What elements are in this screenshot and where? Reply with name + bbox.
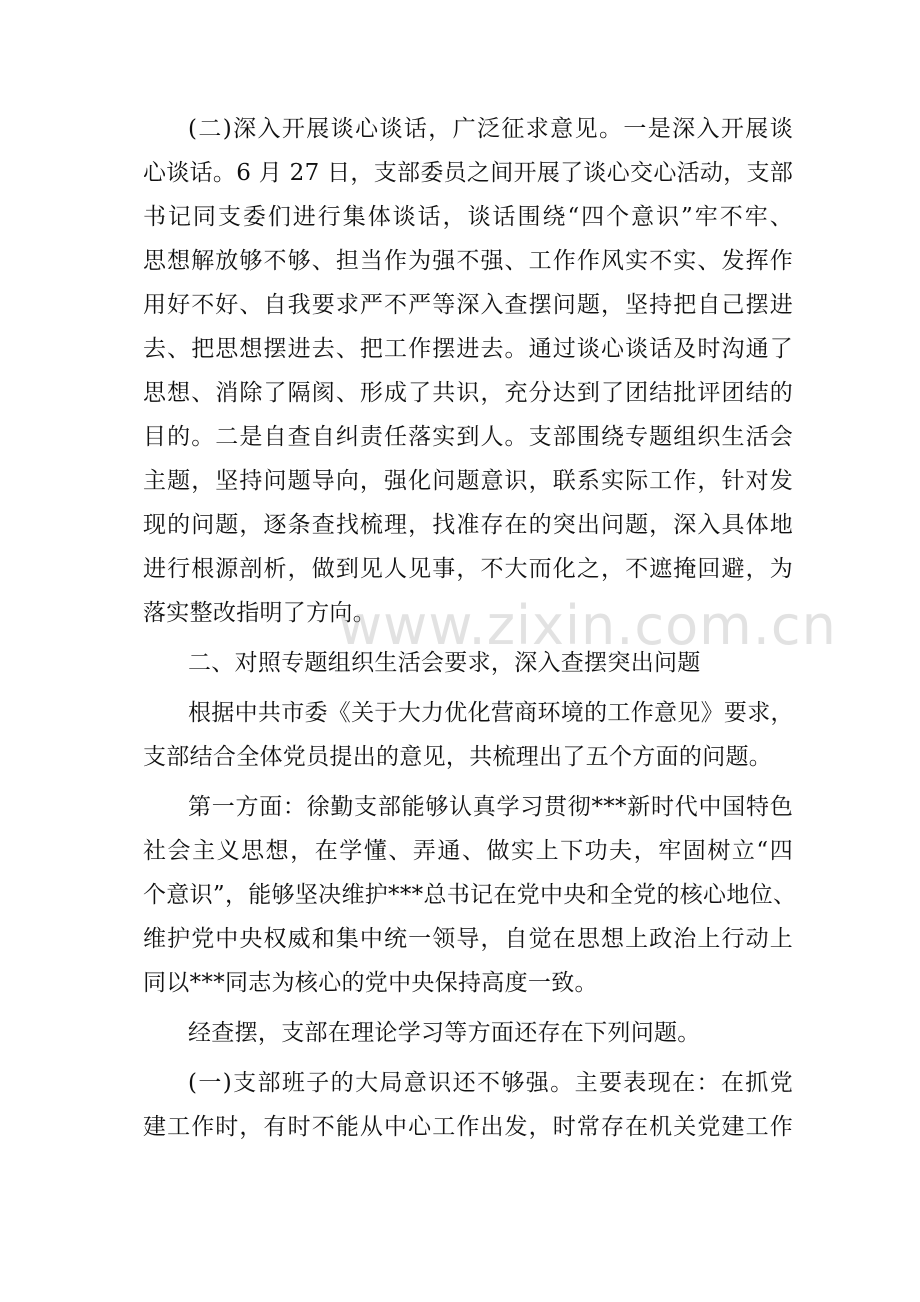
paragraph-line: (一)支部班子的大局意识还不够强。主要表现在：在抓党 [188,1070,793,1096]
watermark: www.zixin.com.cn [338,594,837,657]
paragraph-line: 维护党中央权威和集中统一领导，自觉在思想上政治上行动上 [143,926,793,952]
paragraph-line: 建工作时，有时不能从中心工作出发，时常存在机关党建工作 [143,1114,793,1140]
paragraph-line: 根据中共市委《关于大力优化营商环境的工作意见》要求， [188,700,794,726]
paragraph-line: 思想、消除了隔阂、形成了共识，充分达到了团结批评团结的 [143,380,793,406]
paragraph-line: 进行根源剖析，做到见人见事，不大而化之，不遮掩回避，为 [143,556,793,582]
paragraph-line: 主题，坚持问题导向，强化问题意识，联系实际工作，针对发 [143,468,793,494]
paragraph-line: 经查摆，支部在理论学习等方面还存在下列问题。 [188,1020,701,1046]
paragraph-line: 支部结合全体党员提出的意见，共梳理出了五个方面的问题。 [143,744,773,770]
paragraph-line: (二)深入开展谈心谈话，广泛征求意见。一是深入开展谈 [188,116,793,142]
section-heading: 二、对照专题组织生活会要求，深入查摆突出问题 [188,650,701,676]
paragraph-line: 现的问题，逐条查找梳理，找准存在的突出问题，深入具体地 [143,512,793,538]
paragraph-line: 心谈话。6 月 27 日，支部委员之间开展了谈心交心活动，支部 [143,160,794,186]
paragraph-line: 落实整改指明了方向。 [143,600,376,626]
paragraph-line: 社会主义思想，在学懂、弄通、做实上下功夫，牢固树立“四 [143,838,793,864]
paragraph-line: 第一方面：徐勤支部能够认真学习贯彻***新时代中国特色 [188,794,793,820]
paragraph-line: 同以***同志为核心的党中央保持高度一致。 [143,970,598,996]
paragraph-line: 书记同支委们进行集体谈话，谈话围绕“四个意识”牢不牢、 [143,204,793,230]
paragraph-line: 个意识”，能够坚决维护***总书记在党中央和全党的核心地位、 [143,882,797,908]
paragraph-line: 思想解放够不够、担当作为强不强、工作作风实不实、发挥作 [143,248,793,274]
paragraph-line: 用好不好、自我要求严不严等深入查摆问题，坚持把自己摆进 [143,292,793,318]
paragraph-line: 目的。二是自查自纠责任落实到人。支部围绕专题组织生活会 [143,424,793,450]
paragraph-line: 去、把思想摆进去、把工作摆进去。通过谈心谈话及时沟通了 [143,336,793,362]
